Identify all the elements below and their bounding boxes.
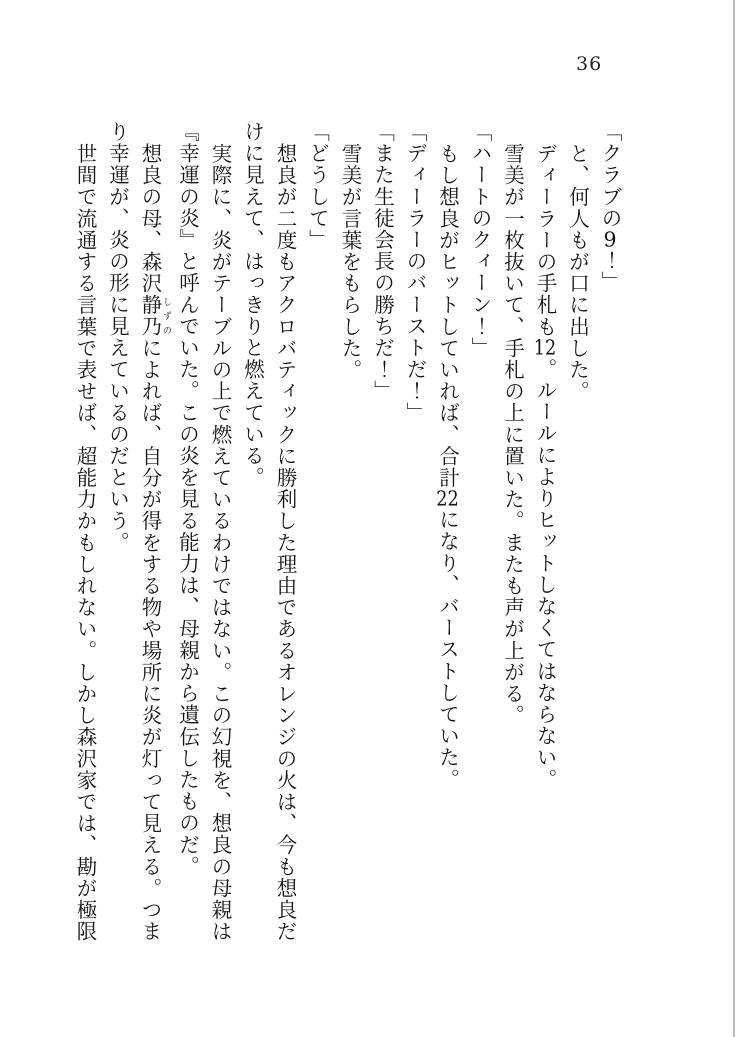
text-line: 「また生徒会長の勝ちだ！」 (370, 121, 395, 402)
text-line: 雪美が言葉をもらした。 (338, 142, 362, 381)
text-line: 「ハートのクィーン！」 (468, 121, 492, 359)
text-line: 「クラブの9！」 (598, 121, 622, 293)
text-line: 「ディーラーのバーストだ！」 (403, 121, 427, 424)
text-line: ディーラーの手札も12。ルールによりヒットしなくてはならない。 (533, 142, 557, 790)
text-line: もし想良がヒットしていれば、合計22になり、バーストしていた。 (435, 142, 460, 790)
text-line: り幸運が、炎の形に見えているのだという。 (105, 121, 130, 553)
text-line: 実際に、炎がテーブルの上で燃えているわけではない。この幻視を、想良の母親は (208, 142, 232, 942)
page-edge-line (733, 0, 735, 1037)
page-number: 36 (576, 53, 603, 75)
text-line: けに見えて、はっきりと燃えている。 (240, 121, 265, 489)
text-line: 雪美が一枚抜いて、手札の上に置いた。またも声が上がる。 (500, 142, 525, 726)
text-line: と、何人もが口に出した。 (565, 142, 590, 402)
text-line: 『幸運の炎』と呼んでいた。この炎を見る能力は、母親から遺伝したものだ。 (175, 121, 200, 877)
body-text (73, 121, 626, 977)
text-line: 世間で流通する言葉で表せば、超能力かもしれない。しかし森沢家では、勘が極限 (73, 142, 97, 942)
text-line: 想良の母、森沢静乃 しずのによれば、自分が得をする物や場所に炎が灯って見える。つま (138, 142, 171, 942)
text-line: 想良が二度もアクロバティックに勝利した理由であるオレンジの火は、今も想良だ (273, 142, 297, 942)
text-line: 「どうして」 (305, 121, 330, 251)
